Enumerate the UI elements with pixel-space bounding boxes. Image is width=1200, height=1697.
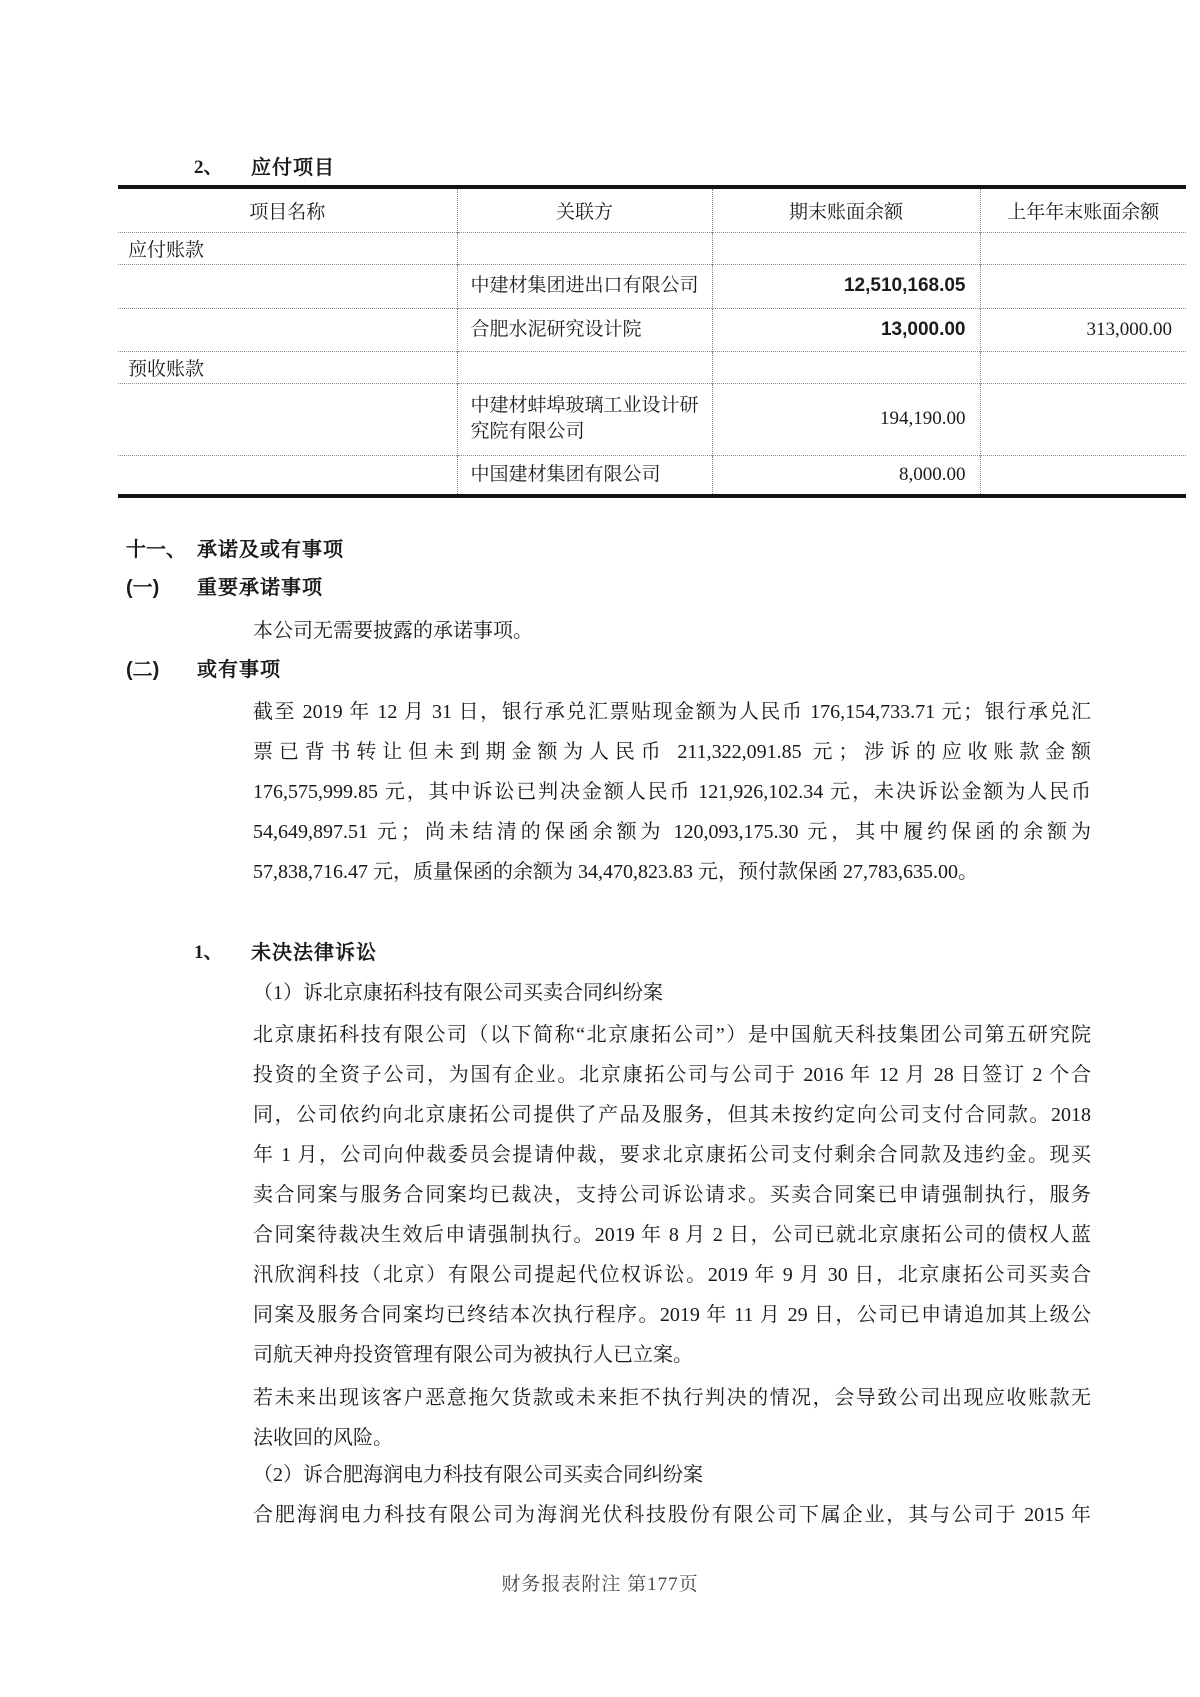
table-row	[118, 455, 1186, 496]
paragraph-line: 若未来出现该客户恶意拖欠货款或未来拒不执行判决的情况，会导致公司出现应收账款无	[253, 1387, 1091, 1409]
table-cell	[980, 455, 1186, 496]
paragraph-line: 卖合同案与服务合同案均已裁决，支持公司诉讼请求。买卖合同案已申请强制执行，服务	[253, 1184, 1091, 1206]
case1-paragraph	[253, 1015, 1091, 1375]
table-header-cell: 上年年末账面余额	[980, 187, 1186, 232]
payables-heading-title: 应付项目	[251, 157, 335, 179]
paragraph-line: 54,649,897.51 元；尚未结清的保函余额为 120,093,175.30 元，其中履约保函的余额为	[253, 821, 1091, 843]
page-footer: 财务报表附注 第177页	[501, 1574, 699, 1595]
table-header-cell: 项目名称	[249, 201, 326, 223]
litigation-heading	[0, 938, 1200, 968]
table-cell: 中建材蚌埠玻璃工业设计研究院有限公司	[457, 383, 712, 455]
table-cell	[980, 264, 1186, 308]
section-11-title: 承诺及或有事项	[197, 539, 344, 561]
table-cell	[712, 351, 980, 383]
paragraph-line: 投资的全资子公司，为国有企业。北京康拓公司与公司于 2016 年 12 月 28 日签订 2 个合	[253, 1064, 1091, 1086]
table-cell	[980, 351, 1186, 383]
paragraph-line: 票已背书转让但未到期金额为人民币 211,322,091.85 元；涉诉的应收账款金额	[253, 741, 1091, 763]
table-header-row	[118, 187, 1186, 232]
section-11-2-heading	[0, 655, 1200, 685]
payables-heading-number: 2、	[194, 157, 223, 178]
table-cell: 194,190.00	[712, 383, 980, 455]
table-row	[118, 351, 1186, 383]
table-cell	[118, 308, 457, 351]
section-11-2-number: (二)	[126, 659, 160, 681]
paragraph-line: 汛欣润科技（北京）有限公司提起代位权诉讼。2019 年 9 月 30 日，北京康拓公司买卖合	[253, 1264, 1091, 1286]
section-11-1-heading	[0, 573, 1200, 603]
paragraph-line: 司航天神舟投资管理有限公司为被执行人已立案。	[253, 1344, 693, 1366]
table-cell: 中国建材集团有限公司	[457, 455, 712, 496]
paragraph-line: 法收回的风险。	[253, 1427, 393, 1449]
table-cell	[980, 383, 1186, 455]
litigation-heading-title: 未决法律诉讼	[251, 942, 377, 964]
table-cell: 中建材集团进出口有限公司	[457, 264, 712, 308]
section-11-heading	[0, 535, 1200, 565]
table-cell	[118, 455, 457, 496]
paragraph-line: 合肥海润电力科技有限公司为海润光伏科技股份有限公司下属企业，其与公司于 2015 年	[253, 1504, 1091, 1526]
case1-risk-paragraph	[253, 1378, 1091, 1458]
table-cell	[118, 383, 457, 455]
table-cell: 合肥水泥研究设计院	[457, 308, 712, 351]
section-11-number: 十一、	[126, 539, 186, 561]
section-11-1-body: 本公司无需要披露的承诺事项。	[253, 620, 533, 642]
table-cell: 应付账款	[128, 239, 205, 261]
table-cell	[118, 264, 457, 308]
litigation-heading-number: 1、	[194, 942, 223, 963]
case1-title: （1）诉北京康拓科技有限公司买卖合同纠纷案	[253, 982, 663, 1004]
paragraph-line: 57,838,716.47 元，质量保函的余额为 34,470,823.83 元，预付款保函 27,783,635.00。	[253, 861, 978, 883]
table-cell	[980, 232, 1186, 264]
table-cell: 8,000.00	[712, 455, 980, 496]
paragraph-line: 合同案待裁决生效后申请强制执行。2019 年 8 月 2 日，公司已就北京康拓公司的债权人蓝	[253, 1224, 1091, 1246]
section-11-1-number: (一)	[126, 577, 160, 599]
paragraph-line: 176,575,999.85 元，其中诉讼已判决金额人民币 121,926,102.34 元，未决诉讼金额为人民币	[253, 781, 1091, 803]
table-row	[118, 264, 1186, 308]
table-header-cell: 期末账面余额	[712, 187, 980, 232]
table-cell: 12,510,168.05	[712, 264, 980, 308]
section-11-2-title: 或有事项	[197, 659, 281, 681]
table-cell: 预收账款	[128, 358, 205, 380]
case2-paragraph	[253, 1495, 1091, 1535]
paragraph-line: 同案及服务合同案均已终结本次执行程序。2019 年 11 月 29 日，公司已申请追加其上级公	[253, 1304, 1091, 1326]
table-row	[118, 308, 1186, 351]
case2-title: （2）诉合肥海润电力科技有限公司买卖合同纠纷案	[253, 1464, 703, 1486]
table-row	[118, 383, 1186, 455]
table-header-cell: 关联方	[457, 187, 712, 232]
table-row	[118, 232, 1186, 264]
contingencies-paragraph	[253, 692, 1091, 892]
paragraph-line: 北京康拓科技有限公司（以下简称“北京康拓公司”）是中国航天科技集团公司第五研究院	[253, 1024, 1091, 1046]
table-cell: 313,000.00	[980, 308, 1186, 351]
section-11-1-title: 重要承诺事项	[197, 577, 323, 599]
paragraph-line: 截至 2019 年 12 月 31 日，银行承兑汇票贴现金额为人民币 176,154,733.71 元；银行承兑汇	[253, 701, 1091, 723]
table-cell	[712, 232, 980, 264]
paragraph-line: 同，公司依约向北京康拓公司提供了产品及服务，但其未按约定向公司支付合同款。2018	[253, 1104, 1091, 1126]
paragraph-line: 年 1 月，公司向仲裁委员会提请仲裁，要求北京康拓公司支付剩余合同款及违约金。现买	[253, 1144, 1091, 1166]
payables-heading	[0, 153, 1200, 183]
table-cell	[457, 351, 712, 383]
payables-table	[118, 185, 1186, 498]
table-cell: 13,000.00	[712, 308, 980, 351]
table-cell	[457, 232, 712, 264]
